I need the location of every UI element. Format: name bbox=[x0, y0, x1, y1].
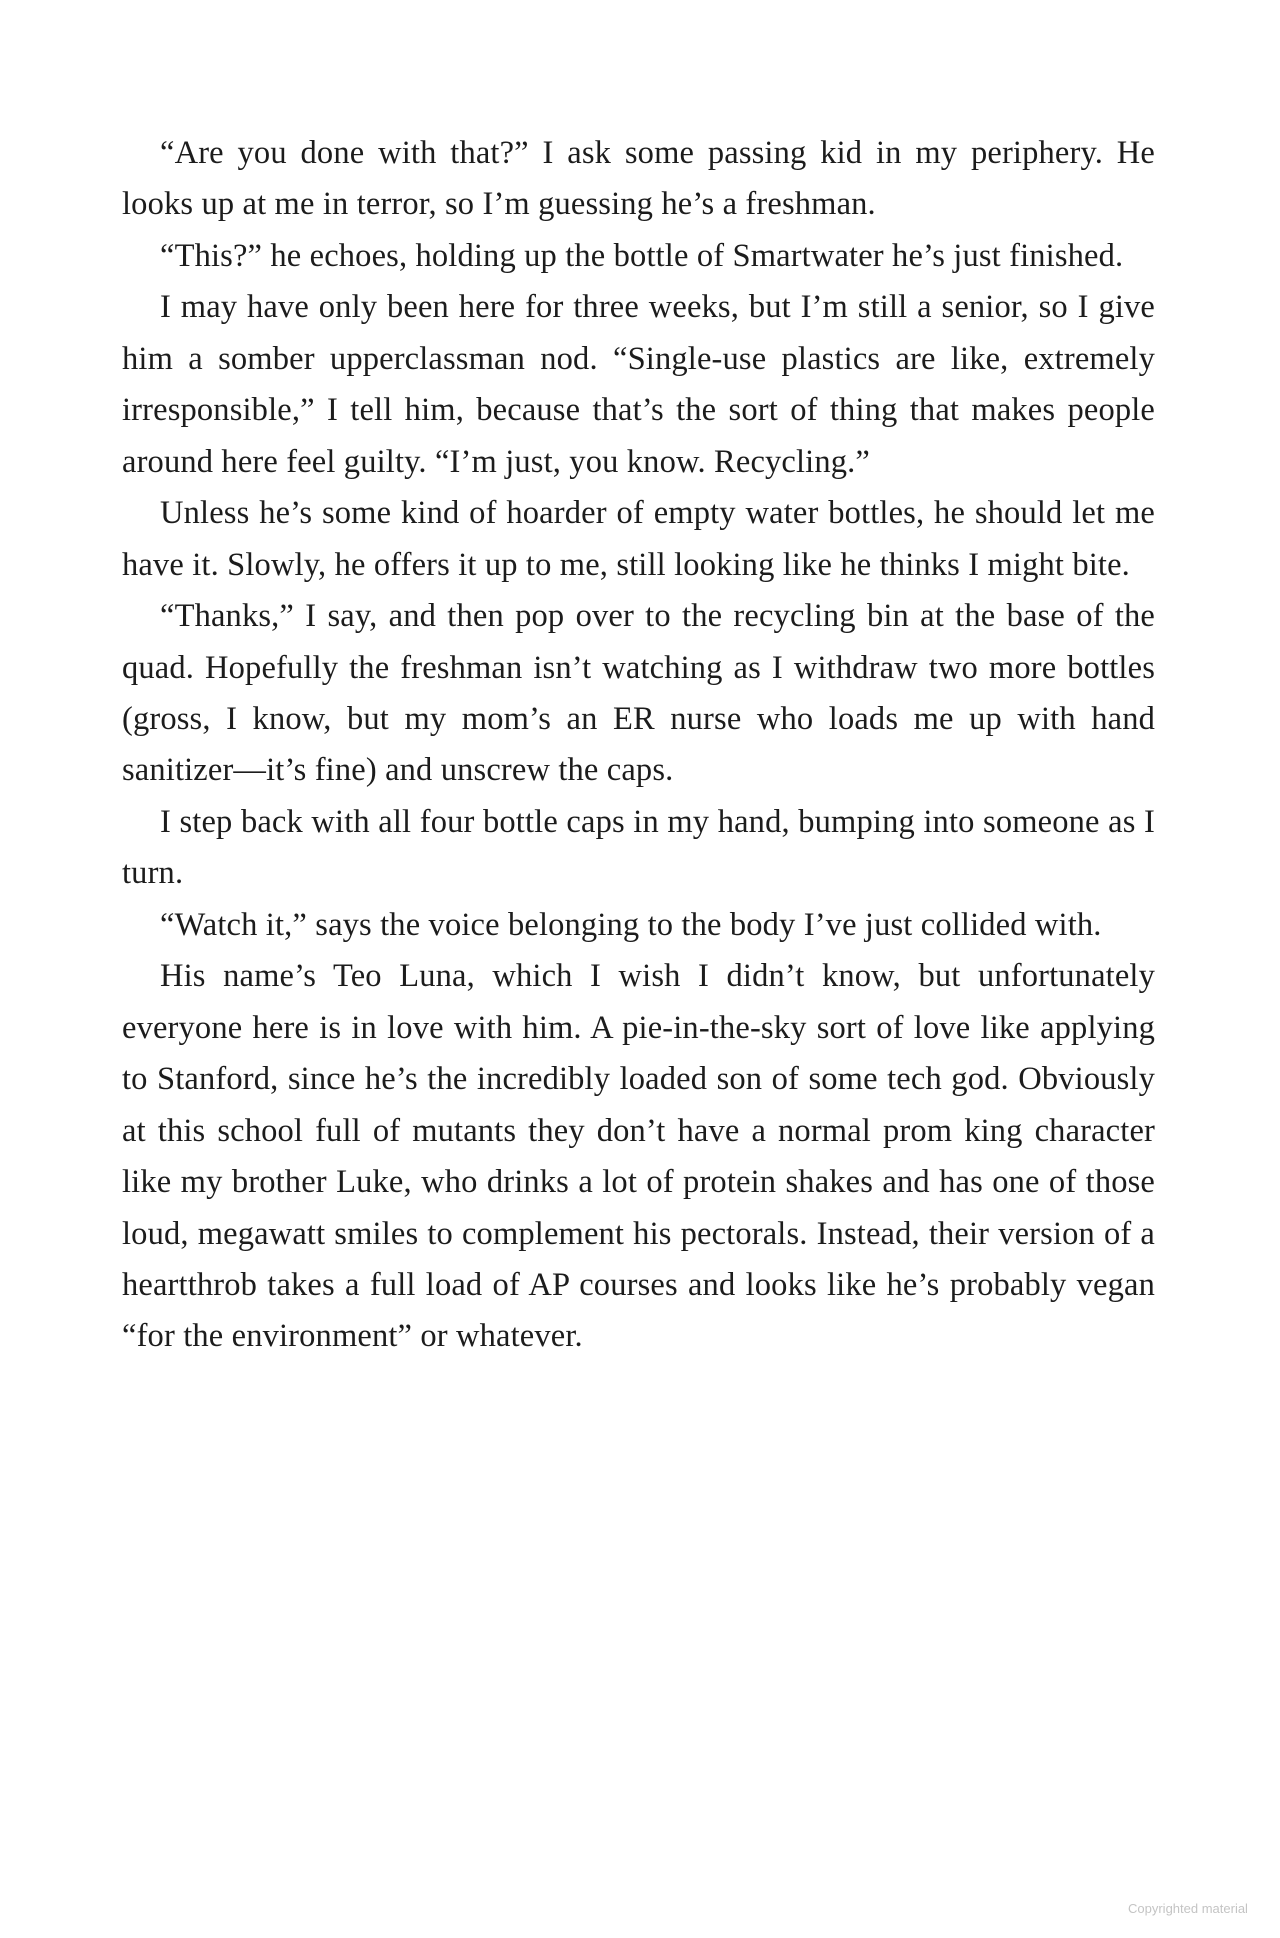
paragraph: I step back with all four bottle caps in my hand, bumping into someone as I turn. bbox=[122, 803, 1155, 892]
paragraph: “Are you done with that?” I ask some passing kid in my periphery. He looks up at me in terror, so I’m guessing he’s a freshman. bbox=[122, 135, 1155, 223]
paragraph: I may have only been here for three weeks, but I’m still a senior, so I give him a somber upperclassman nod. “Single-use plastics are like, extremely irresponsible,” I tell him, because that’s the sort of thing that makes people around here feel guilty. “I’m just, you know. Recycling.” bbox=[122, 289, 1155, 480]
paragraph: His name’s Teo Luna, which I wish I didn’t know, but unfortunately everyone here is in love with him. A pie-in-the-sky sort of love like applying to Stanford, since he’s the incredibly loaded son of some tech god. Obviously at this school full of mutants they don’t have a normal prom king character like my brother Luke, who drinks a lot of protein shakes and has one of those loud, megawatt smiles to complement his pectorals. Instead, their version of a heartthrob takes a full load of AP courses and looks like he’s probably vegan “for the environment” or whatever. bbox=[122, 958, 1155, 1355]
paragraph: “Thanks,” I say, and then pop over to the recycling bin at the base of the quad. Hopefully the freshman isn’t watching as I withdraw two more bottles (gross, I know, but my mom’s an ER nurse who loads me up with hand sanitizer—it’s fine) and unscrew the caps. bbox=[122, 598, 1155, 789]
copyright-watermark: Copyrighted material bbox=[1128, 1901, 1248, 1916]
book-page bbox=[122, 0, 1155, 1938]
paragraph: Unless he’s some kind of hoarder of empty water bottles, he should let me have it. Slowly, he offers it up to me, still looking like he thinks I might bite. bbox=[122, 495, 1155, 583]
paragraph: “This?” he echoes, holding up the bottle of Smartwater he’s just finished. bbox=[160, 237, 1124, 274]
paragraph: “Watch it,” says the voice belonging to the body I’ve just collided with. bbox=[160, 906, 1102, 943]
body-text bbox=[122, 128, 1155, 1363]
